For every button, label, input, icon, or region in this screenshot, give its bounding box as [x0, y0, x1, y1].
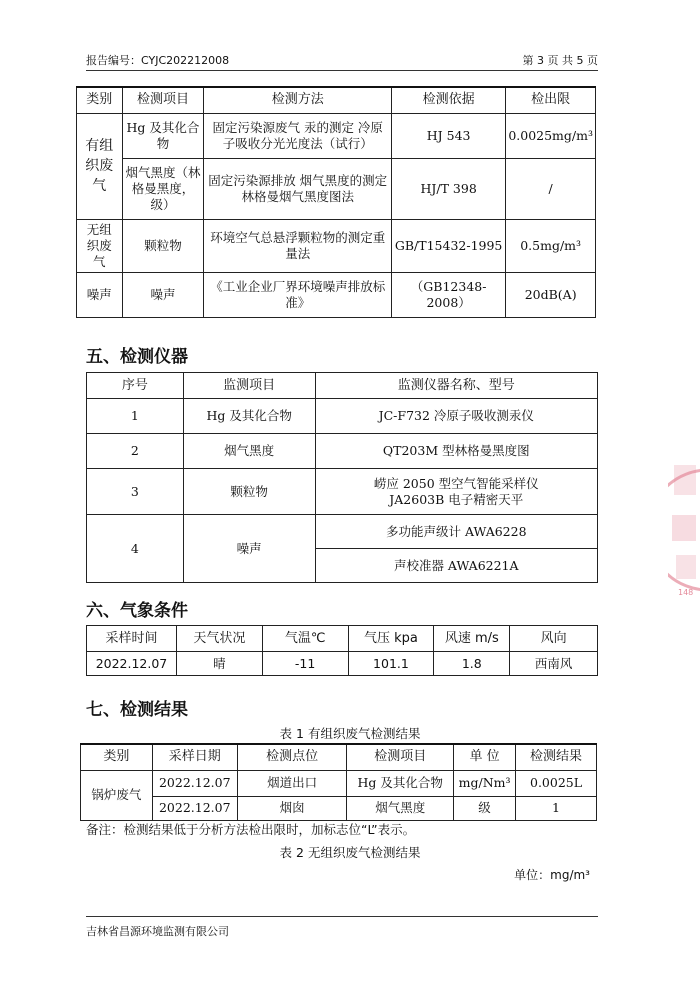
table-cell: 级 [454, 796, 516, 820]
col-header: 检测结果 [516, 744, 597, 770]
table-cell: 0.0025L [516, 770, 597, 796]
weather-table [86, 625, 598, 676]
table-cell [315, 469, 597, 515]
table-cell: 3 [87, 469, 184, 515]
table-cell: （GB12348-2008） [391, 272, 505, 317]
method-table [76, 86, 596, 318]
table-cell: GB/T15432-1995 [391, 219, 505, 272]
col-header: 序号 [87, 373, 184, 399]
company-name: 吉林省昌源环境监测有限公司 [86, 925, 229, 938]
table-cell: Hg 及其化合物 [122, 113, 204, 158]
table-cell: Hg 及其化合物 [347, 770, 454, 796]
instrument-line: 崂应 2050 型空气智能采样仪 [373, 475, 539, 491]
table-cell: HJ 543 [391, 113, 505, 158]
table-cell: 101.1 [348, 652, 434, 676]
report-number: 报告编号：CYJC202212008 [86, 54, 230, 67]
col-header: 风速 m/s [434, 626, 510, 652]
unit-label: 单位：mg/m³ [514, 868, 590, 882]
seal-stamp [668, 455, 700, 605]
table-cell: 0.5mg/m³ [506, 219, 596, 272]
section-title: 五、检测仪器 [86, 347, 188, 367]
col-header: 类别 [77, 87, 123, 113]
table-cell: 环境空气总悬浮颗粒物的测定重量法 [204, 219, 392, 272]
table-cell: -11 [262, 652, 348, 676]
table-cell: 2 [87, 434, 184, 469]
instrument-table [86, 372, 598, 583]
col-header: 检测依据 [391, 87, 505, 113]
table-cell: 《工业企业厂界环境噪声排放标准》 [204, 272, 392, 317]
table-cell: 4 [87, 515, 184, 583]
table-cell: mg/Nm³ [454, 770, 516, 796]
col-header: 采样时间 [87, 626, 177, 652]
table-cell: 噪声 [122, 272, 204, 317]
col-header: 单 位 [454, 744, 516, 770]
table-cell: 20dB(A) [506, 272, 596, 317]
table-cell: 2022.12.07 [87, 652, 177, 676]
table-cell: QT203M 型林格曼黑度图 [315, 434, 597, 469]
table-cell: 1 [87, 399, 184, 434]
col-header: 检测项目 [347, 744, 454, 770]
table-cell: 2022.12.07 [152, 796, 237, 820]
table-cell: 0.0025mg/m³ [506, 113, 596, 158]
table-cell: 烟气黑度 [347, 796, 454, 820]
remark-note: 备注：检测结果低于分析方法检出限时，加标志位“L”表示。 [86, 822, 416, 837]
page-header [86, 50, 598, 71]
table-cell: 1.8 [434, 652, 510, 676]
table-cell: 西南风 [510, 652, 598, 676]
table-cell: JC-F732 冷原子吸收测汞仪 [315, 399, 597, 434]
col-header: 监测项目 [183, 373, 315, 399]
table-cell: 噪声 [77, 272, 123, 317]
col-header: 气温℃ [262, 626, 348, 652]
col-header: 检测方法 [204, 87, 392, 113]
col-header: 天气状况 [176, 626, 262, 652]
table-caption: 表 1 有组织废气检测结果 [279, 726, 421, 741]
section-title: 六、气象条件 [86, 601, 188, 621]
table-cell: Hg 及其化合物 [183, 399, 315, 434]
table-cell: 多功能声级计 AWA6228 [315, 515, 597, 549]
instrument-line: JA2603B 电子精密天平 [389, 491, 524, 507]
table-cell: 无组织废气 [77, 219, 123, 272]
table-cell: / [506, 158, 596, 219]
col-header: 类别 [81, 744, 153, 770]
section-title: 七、检测结果 [86, 700, 188, 720]
col-header: 检测点位 [237, 744, 347, 770]
table-cell: 声校准器 AWA6221A [315, 549, 597, 583]
table-caption: 表 2 无组织废气检测结果 [279, 845, 421, 860]
seal-number: 148 [678, 588, 694, 597]
table-cell: 固定污染源排放 烟气黑度的测定 林格曼烟气黑度图法 [204, 158, 392, 219]
table-cell: 锅炉废气 [81, 770, 153, 820]
table-cell: 1 [516, 796, 597, 820]
col-header: 气压 kpa [348, 626, 434, 652]
table-cell: 噪声 [183, 515, 315, 583]
table-cell: 颗粒物 [183, 469, 315, 515]
col-header: 采样日期 [152, 744, 237, 770]
table-cell: 烟囱 [237, 796, 347, 820]
table-cell: 烟道出口 [237, 770, 347, 796]
col-header: 监测仪器名称、型号 [315, 373, 597, 399]
page-indicator: 第 3 页 共 5 页 [522, 54, 598, 67]
table-cell: HJ/T 398 [391, 158, 505, 219]
table-cell: 晴 [176, 652, 262, 676]
results-table [80, 743, 597, 821]
page-footer [86, 916, 598, 939]
col-header: 风向 [510, 626, 598, 652]
table-cell: 2022.12.07 [152, 770, 237, 796]
col-header: 检出限 [506, 87, 596, 113]
table-cell: 颗粒物 [122, 219, 204, 272]
col-header: 检测项目 [122, 87, 204, 113]
table-cell: 烟气黑度 [183, 434, 315, 469]
table-cell: 固定污染源废气 汞的测定 冷原子吸收分光光度法（试行） [204, 113, 392, 158]
table-cell: 有组织废气 [77, 113, 123, 219]
table-cell: 烟气黑度（林格曼黑度，级） [122, 158, 204, 219]
